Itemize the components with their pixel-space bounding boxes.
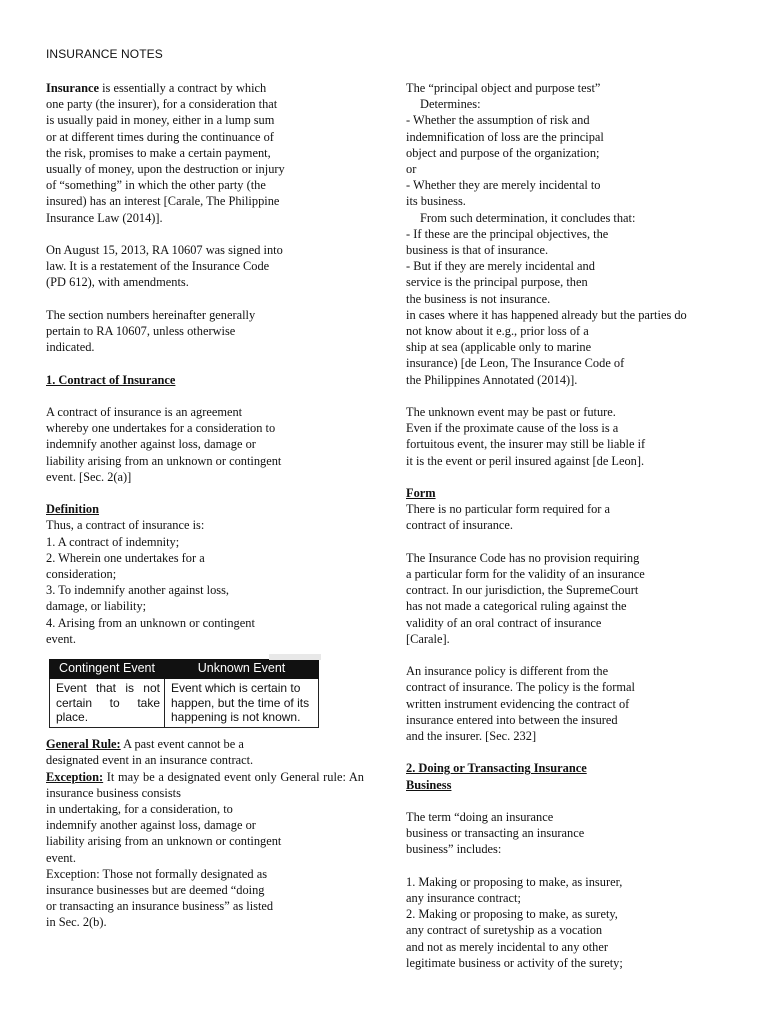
text-line: not know about it e.g., prior loss of a [406,324,589,339]
list-item: event. [46,631,76,646]
paragraph-ra-10607 [46,242,364,291]
paragraph-principal-object-test [406,80,728,388]
text-line: object and purpose of the organization; [406,145,600,160]
table-cell-unknown: Event which is certain to happen, but the time of its happening is not known. [165,678,319,727]
text-line: in undertaking, for a consideration, to [46,802,233,817]
paragraph-term [406,809,728,858]
text-line: Exception: Those not formally designated as [46,866,268,881]
list-item: 2. Making or proposing to make, as surety, [406,907,618,922]
text-line: indemnify another against loss, damage or [46,437,256,452]
text-line: its business. [406,194,466,209]
text-line: service is the principal purpose, then [406,275,588,290]
section-heading-doing-business: 2. Doing or Transacting Insurance [406,761,587,776]
text-line: The “principal object and purpose test” [406,81,601,95]
text-line: A contract of insurance is an agreement [46,405,243,419]
paragraph-insurance-definition: Insurance is essentially a contract by which one party (the insurer), for a consideration that is usually paid in money, either in a lump sum or at different times during the continuance of the risk, promises to make a certain payment, usually of money, upon the destruction or injury of “something” in which the other party (the insured) has an interest [Carale, The Philippine Insurance Law (2014)]. [46,80,364,226]
text-line: it is the event or peril insured against [de Leon]. [406,453,645,468]
table-row [50,678,319,727]
list-item: 4. Arising from an unknown or contingent [46,615,255,630]
text-line: a particular form for the validity of an insurance [406,567,645,582]
list-item: Thus, a contract of insurance is: [46,518,205,533]
text-line: insured) has an interest [Carale, The Philippine [46,194,280,209]
list-item: legitimate business or activity of the surety; [406,955,623,970]
term-insurance: Insurance [46,81,100,95]
text-line: business is that of insurance. [406,243,549,258]
paragraph-unknown-event [406,404,728,469]
page-header: INSURANCE NOTES [46,47,163,61]
text-line: contract of insurance. The policy is the formal [406,680,635,695]
label-exception: Exception: [46,769,104,784]
paragraph-form [406,501,728,533]
text-line: liability arising from an unknown or contingent [46,453,282,468]
section-heading-contract: 1. Contract of Insurance [46,372,176,387]
table-header-unknown: Unknown Event [165,660,319,679]
text-line: is usually paid in money, either in a lump sum [46,113,275,128]
right-column [406,80,728,971]
text-line: designated event in an insurance contract. [46,753,254,768]
text-line: The term “doing an insurance [406,810,554,825]
text-line: validity of an oral contract of insurance [406,615,602,630]
text-line: fortuitous event, the insurer may still be liable if [406,437,646,452]
text-line: insurance entered into between the insured [406,712,618,727]
section-heading-doing-business-cont: Business [406,777,452,792]
list-doing-business [406,874,728,971]
text-line: insurance businesses but are deemed “doing [46,883,265,898]
list-item: damage, or liability; [46,599,147,614]
text-line: - If these are the principal objectives, the [406,226,609,241]
events-table-wrapper [49,659,319,728]
left-column [46,80,364,931]
text-line: in Sec. 2(b). [46,915,107,930]
text-line: or [406,162,417,177]
text-line: contract of insurance. [406,518,513,533]
text-line: On August 15, 2013, RA 10607 was signed into [46,243,283,258]
text-line: contract. In our jurisdiction, the SupremeCourt [406,583,639,598]
subheading-definition: Definition [46,502,100,517]
text-line: the business is not insurance. [406,291,551,306]
text-line: Insurance Law (2014)]. [46,210,163,225]
text-line: usually of money, upon the destruction or injury [46,162,285,177]
list-item: 3. To indemnify another against loss, [46,583,230,598]
text-line: There is no particular form required for a [406,502,611,517]
list-item: 1. Making or proposing to make, as insurer, [406,874,623,889]
text-line: [Carale]. [406,631,450,646]
paragraph-section-numbers [46,307,364,356]
text-line: (PD 612), with amendments. [46,275,189,290]
paragraph-general-rule: General Rule: A past event cannot be a designated event in an insurance contract. [46,736,364,768]
text-line: written instrument evidencing the contract of [406,696,630,711]
list-item: consideration; [46,567,117,582]
text-line: - But if they are merely incidental and [406,259,595,274]
text-line: the risk, promises to make a certain payment, [46,145,271,160]
text-line: insurance) [de Leon, The Insurance Code of [406,356,625,371]
text-line: From such determination, it concludes that: [420,210,636,225]
paragraph-insurance-code-form [406,550,728,647]
text-line: business” includes: [406,842,502,857]
text-line: indemnification of loss are the principal [406,129,604,144]
text-line: business or transacting an insurance [406,826,585,841]
definition-list [46,517,364,647]
text-line: indemnify another against loss, damage or [46,818,256,833]
text-line: in cases where it has happened already but the parties do [406,307,687,322]
text-line: liability arising from an unknown or contingent [46,834,282,849]
paragraph-policy [406,663,728,744]
text-line: The Insurance Code has no provision requiring [406,550,640,565]
text-line: the Philippines Annotated (2014)]. [406,372,578,387]
text-line: of “something” in which the other party (the [46,178,266,193]
text-line: indicated. [46,340,95,355]
list-item: 1. A contract of indemnity; [46,534,180,549]
subheading-form: Form [406,486,436,501]
text-line: Determines: [420,97,481,112]
text-line: event. [46,850,76,865]
list-item: and not as merely incidental to any other [406,939,608,954]
text-line: An insurance policy is different from the [406,664,609,679]
paragraph-contract-agreement [46,404,364,485]
events-table [49,659,319,728]
table-decoration [269,654,321,660]
label-general-rule: General Rule: [46,737,121,752]
list-item: 2. Wherein one undertakes for a [46,550,205,565]
table-header-contingent: Contingent Event [50,660,165,679]
list-item: any contract of suretyship as a vocation [406,923,603,938]
text-line: - Whether they are merely incidental to [406,178,601,193]
list-item: any insurance contract; [406,891,521,906]
text-line: The section numbers hereinafter generally [46,307,256,322]
text-line: law. It is a restatement of the Insurance Code [46,259,270,274]
text-line: The unknown event may be past or future. [406,405,616,420]
text-line: ship at sea (applicable only to marine [406,340,592,355]
table-cell-contingent: Event that is not certain to take place. [50,678,165,727]
text-line: whereby one undertakes for a consideration to [46,421,276,436]
text-line: has not made a categorical ruling against the [406,599,627,614]
text-line: and the insurer. [Sec. 232] [406,729,537,744]
text-line: or transacting an insurance business” as listed [46,899,274,914]
text-line: event. [Sec. 2(a)] [46,469,132,484]
text-line: pertain to RA 10607, unless otherwise [46,324,236,339]
text-line: or at different times during the continuance of [46,129,274,144]
text-line: one party (the insurer), for a consideration that [46,97,278,112]
text-line: Even if the proximate cause of the loss is a [406,421,619,436]
text-line: - Whether the assumption of risk and [406,113,590,128]
paragraph-exception: Exception: It may be a designated event only General rule: An insurance business consists in undertaking, for a consideration, to indemnify another against loss, damage or liability arising from an unknown or contingent event. Exception: Those not formally designated as insurance businesses but are deemed “doing or transacting an insurance business” as listed in Sec. 2(b). [46,769,364,930]
